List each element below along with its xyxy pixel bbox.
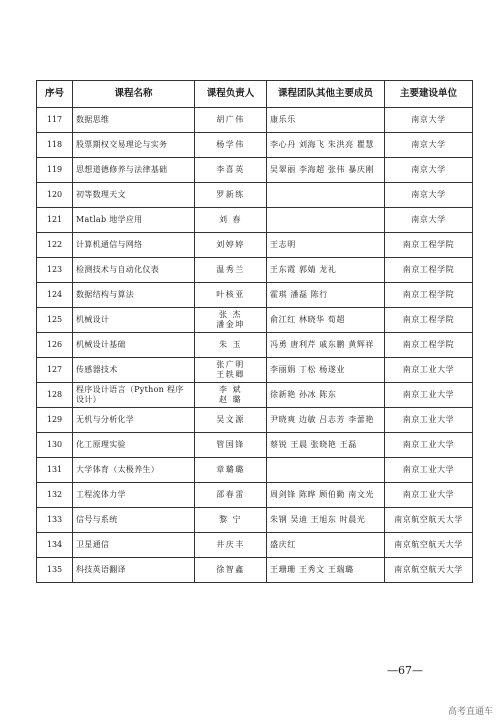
- cell-seq: 126: [37, 333, 73, 358]
- cell-course-name: 传感器技术: [73, 358, 195, 383]
- header-unit: 主要建设单位: [385, 81, 473, 108]
- cell-seq: 125: [37, 308, 73, 333]
- cell-team-members: 王东霞 郭婧 龙礼: [267, 258, 385, 283]
- table-row: [37, 108, 473, 133]
- table-row: [37, 258, 473, 283]
- cell-course-lead: 刘 春: [195, 208, 267, 233]
- cell-course-name: 卫星通信: [73, 533, 195, 558]
- table-row: [37, 283, 473, 308]
- cell-team-members: 李心丹 刘海飞 朱洪亮 瞿慧: [267, 133, 385, 158]
- page-number: —67—: [387, 664, 423, 677]
- cell-course-lead: 罗新练: [195, 183, 267, 208]
- watermark: 高考直通车: [448, 707, 494, 717]
- cell-unit: 南京大学: [385, 208, 473, 233]
- cell-unit: 南京工业大学: [385, 358, 473, 383]
- cell-team-members: [267, 458, 385, 483]
- cell-team-members: 徐新艳 孙冰 陈东: [267, 383, 385, 408]
- cell-unit: 南京工业大学: [385, 408, 473, 433]
- cell-seq: 122: [37, 233, 73, 258]
- table-row: [37, 133, 473, 158]
- cell-course-lead: 管国锋: [195, 433, 267, 458]
- cell-team-members: 朱钢 吴迪 王旭东 时晨光: [267, 508, 385, 533]
- cell-team-members: [267, 183, 385, 208]
- cell-seq: 132: [37, 483, 73, 508]
- cell-team-members: 王志明: [267, 233, 385, 258]
- table-row: [37, 383, 473, 408]
- header-course-lead: 课程负责人: [195, 81, 267, 108]
- cell-team-members: 盛庆红: [267, 533, 385, 558]
- cell-team-members: 俞江红 林晓华 荀超: [267, 308, 385, 333]
- cell-unit: 南京工业大学: [385, 458, 473, 483]
- cell-course-name: 数据思维: [73, 108, 195, 133]
- cell-unit: 南京工程学院: [385, 258, 473, 283]
- table-row: [37, 533, 473, 558]
- table-row: [37, 508, 473, 533]
- cell-seq: 123: [37, 258, 73, 283]
- cell-course-lead: 朱 玉: [195, 333, 267, 358]
- cell-unit: 南京航空航天大学: [385, 558, 473, 583]
- cell-course-name: 化工原理实验: [73, 433, 195, 458]
- cell-course-lead: 章璐璐: [195, 458, 267, 483]
- cell-course-lead: 杨学伟: [195, 133, 267, 158]
- cell-unit: 南京工业大学: [385, 483, 473, 508]
- cell-course-name: 机械设计基础: [73, 333, 195, 358]
- cell-unit: 南京工程学院: [385, 283, 473, 308]
- cell-course-lead: 温秀兰: [195, 258, 267, 283]
- cell-seq: 135: [37, 558, 73, 583]
- table-row: [37, 183, 473, 208]
- cell-seq: 119: [37, 158, 73, 183]
- cell-course-name: 数据结构与算法: [73, 283, 195, 308]
- header-seq: 序号: [37, 81, 73, 108]
- table-row: [37, 483, 473, 508]
- cell-course-name: 计算机通信与网络: [73, 233, 195, 258]
- cell-seq: 118: [37, 133, 73, 158]
- cell-course-lead: 刘婷婷: [195, 233, 267, 258]
- cell-course-name: 初等数理天文: [73, 183, 195, 208]
- cell-course-lead: 井庆丰: [195, 533, 267, 558]
- cell-team-members: 周剑锋 陈晔 顾伯勤 南文光: [267, 483, 385, 508]
- cell-course-lead: 邵春雷: [195, 483, 267, 508]
- cell-team-members: 康乐乐: [267, 108, 385, 133]
- cell-course-lead: 黎 宁: [195, 508, 267, 533]
- cell-course-lead: 李喜英: [195, 158, 267, 183]
- cell-seq: 130: [37, 433, 73, 458]
- cell-team-members: 李丽娟 丁松 杨遂业: [267, 358, 385, 383]
- cell-unit: 南京工程学院: [385, 333, 473, 358]
- cell-unit: 南京大学: [385, 133, 473, 158]
- cell-team-members: 王珊珊 王秀文 王瑞璐: [267, 558, 385, 583]
- cell-course-lead: 胡广伟: [195, 108, 267, 133]
- cell-seq: 117: [37, 108, 73, 133]
- cell-course-lead: 徐智鑫: [195, 558, 267, 583]
- cell-team-members: 冯勇 唐利芹 戚东鹏 黄辉祥: [267, 333, 385, 358]
- cell-team-members: 吴翠丽 李海超 张伟 暴庆刚: [267, 158, 385, 183]
- cell-course-name: 程序设计语言（Python 程序设计）: [73, 383, 195, 408]
- table-row: [37, 558, 473, 583]
- cell-course-name: Matlab 地学应用: [73, 208, 195, 233]
- cell-unit: 南京大学: [385, 183, 473, 208]
- cell-course-lead: 张 杰 潘金坤: [195, 308, 267, 333]
- cell-unit: 南京工程学院: [385, 308, 473, 333]
- table-header-row: [37, 81, 473, 108]
- cell-seq: 129: [37, 408, 73, 433]
- table-row: [37, 408, 473, 433]
- cell-course-name: 大学体育（太极养生）: [73, 458, 195, 483]
- cell-course-name: 工程流体力学: [73, 483, 195, 508]
- cell-team-members: 尹晓爽 边敏 吕志芳 李蕾艳: [267, 408, 385, 433]
- cell-seq: 121: [37, 208, 73, 233]
- cell-course-name: 思想道德修养与法律基础: [73, 158, 195, 183]
- table-row: [37, 333, 473, 358]
- cell-team-members: [267, 208, 385, 233]
- table-row: [37, 208, 473, 233]
- cell-team-members: 蔡锐 王晨 张晓艳 王磊: [267, 433, 385, 458]
- cell-course-name: 股票期权交易理论与实务: [73, 133, 195, 158]
- cell-unit: 南京大学: [385, 108, 473, 133]
- table-row: [37, 458, 473, 483]
- cell-seq: 128: [37, 383, 73, 408]
- cell-course-name: 检测技术与自动化仪表: [73, 258, 195, 283]
- header-team-members: 课程团队其他主要成员: [267, 81, 385, 108]
- table-row: [37, 308, 473, 333]
- cell-seq: 134: [37, 533, 73, 558]
- cell-course-lead: 叶核亚: [195, 283, 267, 308]
- cell-course-name: 科技英语翻译: [73, 558, 195, 583]
- course-table: [36, 80, 473, 583]
- cell-course-lead: 张广明 王轶卿: [195, 358, 267, 383]
- cell-unit: 南京工程学院: [385, 233, 473, 258]
- cell-course-name: 机械设计: [73, 308, 195, 333]
- table-row: [37, 433, 473, 458]
- table-body: [37, 108, 473, 583]
- table-row: [37, 158, 473, 183]
- cell-unit: 南京工业大学: [385, 433, 473, 458]
- cell-team-members: 霍琪 潘磊 陈行: [267, 283, 385, 308]
- cell-course-name: 无机与分析化学: [73, 408, 195, 433]
- cell-course-name: 信号与系统: [73, 508, 195, 533]
- cell-course-lead: 吴文源: [195, 408, 267, 433]
- table-row: [37, 233, 473, 258]
- cell-unit: 南京工业大学: [385, 383, 473, 408]
- table-row: [37, 358, 473, 383]
- cell-seq: 120: [37, 183, 73, 208]
- cell-unit: 南京大学: [385, 158, 473, 183]
- header-course-name: 课程名称: [73, 81, 195, 108]
- cell-seq: 124: [37, 283, 73, 308]
- cell-seq: 133: [37, 508, 73, 533]
- cell-unit: 南京航空航天大学: [385, 508, 473, 533]
- cell-seq: 127: [37, 358, 73, 383]
- cell-unit: 南京航空航天大学: [385, 533, 473, 558]
- cell-course-lead: 李 斌 赵 璐: [195, 383, 267, 408]
- cell-seq: 131: [37, 458, 73, 483]
